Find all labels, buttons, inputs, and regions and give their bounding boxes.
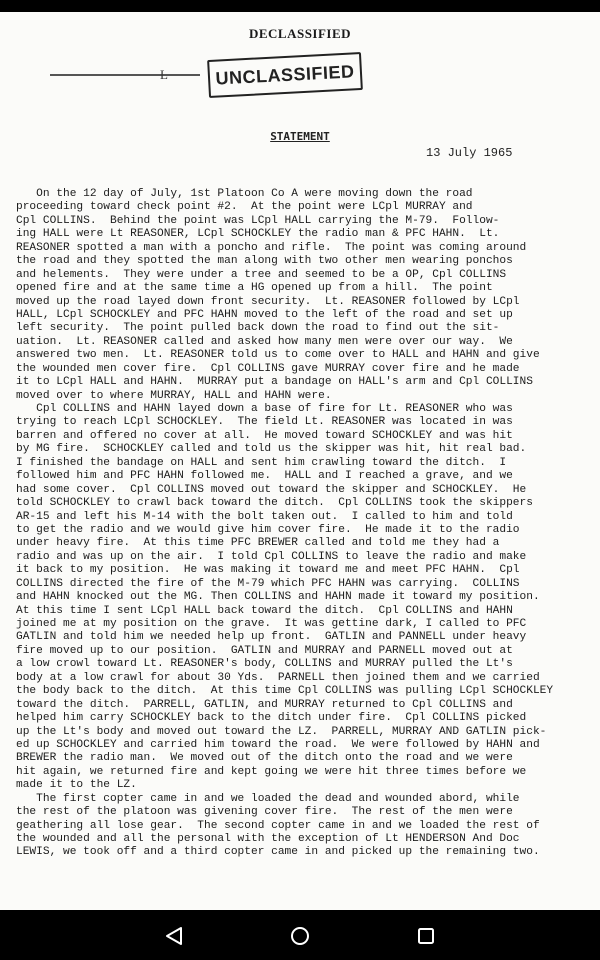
statement-line: answered two men. Lt. REASONER told us to come over to HALL and HAHN and give [16,349,540,362]
statement-line: geathering all lose gear. The second copter came in and we loaded the rest of [16,819,540,832]
statement-line: the body back to the ditch. At this time Cpl COLLINS was pulling LCpl SCHOCKLEY [16,685,554,698]
statement-line: Cpl COLLINS. Behind the point was LCpl HALL carrying the M-79. Follow- [16,214,500,227]
statement-line: hit again, we returned fire and kept going we were hit three times before we [16,765,527,778]
statement-line: the road and they spotted the man along with two other men wearing ponchos [16,255,513,268]
statement-line: BREWER the radio man. We moved out of the ditch onto the road and we were [16,752,513,765]
recents-square-icon [417,927,435,945]
statement-line: REASONER spotted a man with a poncho and rifle. The point was coming around [16,241,527,254]
statement-line: up the Lt's body and moved out toward the LZ. PARRELL, MURRAY AND GATLIN pick- [16,725,547,738]
statement-body [16,188,591,860]
unclassified-stamp [207,52,363,98]
statement-line: the wounded men cover fire. Cpl COLLINS gave MURRAY cover fire and he made [16,362,520,375]
statement-line: Cpl COLLINS and HAHN layed down a base of fire for Lt. REASONER who was [16,403,513,415]
statement-line: body at a low crawl for about 30 Yds. PARNELL then joined them and we carried [16,671,540,684]
statement-line: LEWIS, we took off and a third copter came in and picked up the remaining two. [16,846,540,859]
back-triangle-icon [165,926,183,946]
statement-line: and helements. They were under a tree and seemed to be a OP, Cpl COLLINS [16,268,507,281]
statement-line: under heavy fire. At this time PFC BREWER called and told me they had a [16,537,500,550]
statement-line: I finished the bandage on HALL and sent him crawling toward the ditch. I [16,456,507,469]
statement-line: moved up the road layed down front security. Lt. REASONER followed by LCpl [16,295,520,308]
statement-line: told SCHOCKLEY to crawl back toward the ditch. Cpl COLLINS took the skippers [16,497,533,510]
statement-line: At this time I sent LCpl HALL back toward the ditch. Cpl COLLINS and HAHN [16,604,513,617]
declassified-header: DECLASSIFIED [248,26,352,41]
statement-line: the wounded and all the personal with the exception of Lt HENDERSON And Doc [16,833,520,845]
statement-line: the rest of the platoon was givening cover fire. The rest of the men were [16,806,513,819]
statement-line: it to LCpl HALL and HAHN. MURRAY put a bandage on HALL's arm and Cpl COLLINS [16,376,533,389]
statement-line: AR-15 and left his M-14 with the bolt taken out. I called to him and told [16,510,513,523]
statement-line: a low crowl toward Lt. REASONER's body, COLLINS and MURRAY pulled the Lt's [16,658,513,671]
statement-line: GATLIN and told him we needed help up front. GATLIN and PANNELL under heavy [16,631,527,644]
statement-line: proceeding toward check point #2. At the point were LCpl MURRAY and [16,201,473,214]
statement-line: had some cover. Cpl COLLINS moved out toward the skipper and SCHOCKLEY. He [16,483,527,496]
statement-line: trying to reach LCpl SCHOCKLEY. The field Lt. REASONER was located in was [16,416,513,429]
statement-line: HALL, LCpl SCHOCKLEY and PFC HAHN moved to the left of the road and set up [16,308,513,321]
statement-date: 13 July 1965 [426,146,513,160]
statement-line: ing HALL were Lt REASONER, LCpl SCHOCKLEY the radio man & PFC HAHN. Lt. [16,228,500,241]
header-rule [50,74,200,76]
statement-line: and HAHN knocked out the MG. Then COLLINS and HAHN made it toward my position. [16,591,540,604]
statement-line: The first copter came in and we loaded the dead and wounded abord, while [16,792,520,805]
statement-line: toward the ditch. PARRELL, GATLIN, and MURRAY returned to Cpl COLLINS and [16,698,513,711]
statement-line: On the 12 day of July, 1st Platoon Co A were moving down the road [16,188,473,200]
home-button[interactable] [288,924,312,948]
statement-line: it back to my position. He was making it toward me and meet PFC HAHN. Cpl [16,564,520,577]
statement-line: helped him carry SCHOCKLEY back to the ditch under fire. Cpl COLLINS picked [16,712,527,725]
statement-line: made it to the LZ. [16,779,137,792]
header-mark: L [160,67,168,82]
statement-line: joined me at my position on the grave. It was gettine dark, I called to PFC [16,618,527,630]
document-page [0,12,600,910]
statement-line: barren and offered no cover at all. He moved toward SCHOCKLEY and was hit [16,429,513,442]
statement-line: radio and was up on the air. I told Cpl COLLINS to leave the radio and make [16,550,527,563]
statement-line: uation. Lt. REASONER called and asked how many men were over our way. We [16,335,513,348]
statement-line: opened fire and at the same time a HG opened up from a hill. The point [16,282,493,295]
statement-line: COLLINS directed the fire of the M-79 which PFC HAHN was carrying. COLLINS [16,577,520,590]
android-nav-bar [0,910,600,960]
stamp-text: UNCLASSIFIED [215,60,355,89]
statement-line: fire moved up to our position. GATLIN and MURRAY and PARNELL moved out at [16,644,513,657]
statement-line: left security. The point pulled back down the road to find out the sit- [16,322,500,335]
statement-line: followed him and PFC HAHN followed me. HALL and I reached a grave, and we [16,470,513,483]
statement-line: to get the radio and we would give him cover fire. He made it to the radio [16,523,520,536]
recents-button[interactable] [414,924,438,948]
statement-line: by MG fire. SCHOCKLEY called and told us the skipper was hit, hit real bad. [16,443,527,456]
statement-line: moved over to where MURRAY, HALL and HAHN were. [16,389,332,402]
home-circle-icon [289,925,311,947]
back-button[interactable] [162,924,186,948]
statement-line: ed up SCHOCKLEY and carried him toward the road. We were followed by HAHN and [16,738,540,751]
statement-title: STATEMENT [270,130,330,143]
